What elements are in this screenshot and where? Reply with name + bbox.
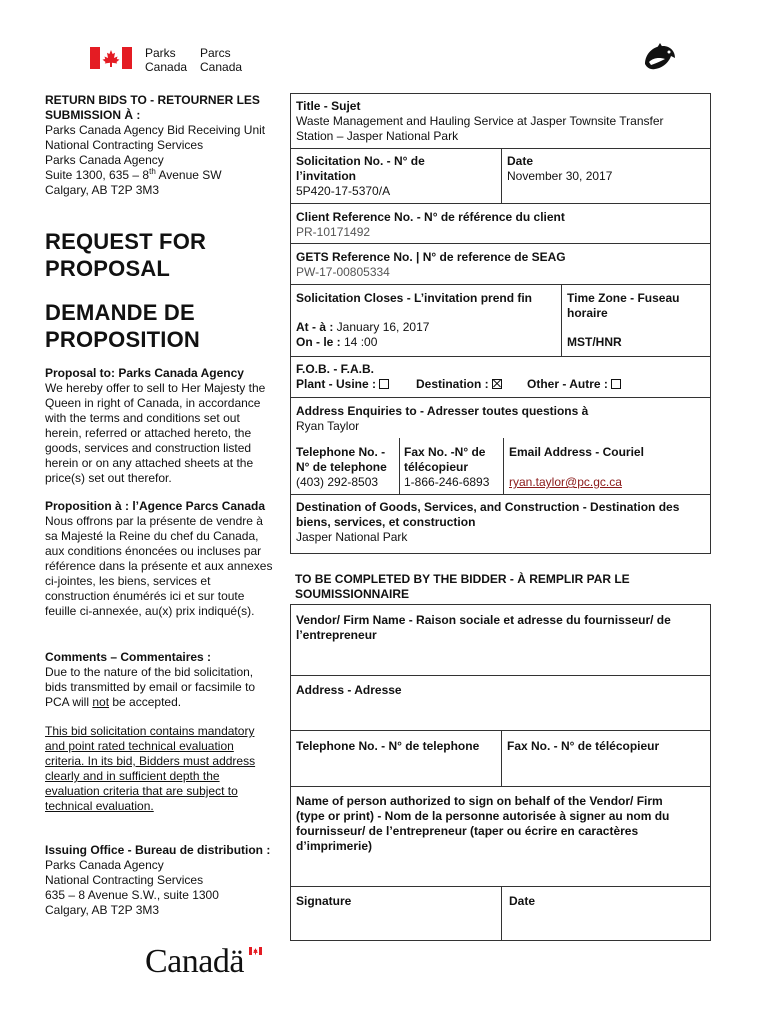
comments-block: Comments – Commentaires : Due to the nature of the bid solicitation, bids transmitted by email or facsimile to PCA will not be accepted. [45,650,256,709]
signature-field[interactable]: Signature [296,894,352,908]
wordmark-flag-icon [249,947,262,955]
telephone-field: Telephone No. - N° de telephone (403) 292-8503 [296,445,387,489]
bidder-info-box [290,604,711,941]
gets-reference-field: GETS Reference No. | N° de reference de SEAG PW-17-00805334 [296,250,566,279]
canada-wordmark: Canadä [145,943,244,980]
return-bids-block: RETURN BIDS TO - RETOURNER LES SUBMISSION À : Parks Canada Agency Bid Receiving Unit National Contracting Services Parks Canada Agency Suite 1300, 635 – 8th Avenue SW Calgary, AB T2P 3M3 [45,93,266,197]
fax-field: Fax No. -N° de télécopieur 1-866-246-6893 [404,445,490,489]
authorized-person-field[interactable]: Name of person authorized to sign on behalf of the Vendor/ Firm (type or print) - Nom de la personne autorisée à signer au nom du fournisseur/ de l’entrepreneur (taper ou écrire en caractères d’imprimerie) [296,794,670,853]
demande-de-proposition-title: DEMANDE DE PROPOSITION [45,300,200,352]
date-field: Date November 30, 2017 [507,154,613,183]
org-name-en: Parks Canada [145,46,188,74]
client-reference-field: Client Reference No. - N° de référence du client PR-10171492 [296,210,565,239]
fob-field: F.O.B. - F.A.B. Plant - Usine : Destination : Other - Autre : [296,362,706,392]
signature-date-field[interactable]: Date [509,894,536,908]
title-field: Title - Sujet Waste Management and Hauling Service at Jasper Townsite Transfer Station – Jasper National Park [296,99,664,143]
vendor-name-field[interactable]: Vendor/ Firm Name - Raison sociale et adresse du fournisseur/ de l’entrepreneur [296,613,671,642]
vendor-telephone-field[interactable]: Telephone No. - N° de telephone [296,739,480,753]
destination-option[interactable]: Destination : [416,377,502,392]
vendor-address-field[interactable]: Address - Adresse [296,683,402,697]
mandatory-criteria-note: This bid solicitation contains mandatory and point rated technical evaluation criteria. In its bid, Bidders must address clearly and in sufficient depth the evaluation criteria that are subject to technical evaluation. [45,724,256,813]
email-link[interactable]: ryan.taylor@pc.gc.ca [509,475,622,489]
request-for-proposal-title: REQUEST FOR PROPOSAL [45,229,207,281]
other-option[interactable]: Other - Autre : [527,377,621,392]
org-name-fr: Parcs Canada [200,46,243,74]
address-enquiries-field: Address Enquiries to - Adresser toutes questions à Ryan Taylor [296,404,589,433]
bidder-section-heading: TO BE COMPLETED BY THE BIDDER - À REMPLIR PAR LE SOUMISSIONNAIRE [295,572,630,601]
other-checkbox[interactable] [611,379,621,389]
solicitation-closes-field: Solicitation Closes - L’invitation prend fin At - à : January 16, 2017 On - le : 14 :00 [296,291,533,349]
vendor-fax-field[interactable]: Fax No. - N° de télécopieur [507,739,660,753]
plant-option[interactable]: Plant - Usine : [296,377,389,392]
canada-flag-icon [90,47,132,69]
plant-checkbox[interactable] [379,379,389,389]
time-zone-field: Time Zone - Fuseau horaire MST/HNR [567,291,680,349]
proposition-block: Proposition à : l’Agence Parcs Canada Nous offrons par la présente de vendre à sa Majesté la Reine du chef du Canada, aux conditions énoncées ou incluses par référence dans la présente et aux annexes ci-jointes, les biens, services et construction énumérés ici et sur toute feuille ci-annexée, au(x) prix indiqué(s). [45,499,273,618]
destination-of-goods-field: Destination of Goods, Services, and Construction - Destination des biens, services, et construction Jasper National Park [296,500,680,544]
proposal-to-block: Proposal to: Parks Canada Agency We hereby offer to sell to Her Majesty the Queen in right of Canada, in accordance with the terms and conditions set out herein, referred or attached hereto, the goods, services and construction listed herein or on any attached sheets at the price(s) set out therefor. [45,366,266,485]
solicitation-number-field: Solicitation No. - N° de l’invitation 5P420-17-5370/A [296,154,425,198]
solicitation-info-box [290,93,711,554]
email-field: Email Address - Couriel ryan.taylor@pc.gc.ca [509,445,644,489]
issuing-office-block: Issuing Office - Bureau de distribution : Parks Canada Agency National Contracting Services 635 – 8 Avenue S.W., suite 1300 Calgary, AB T2P 3M3 [45,843,271,917]
destination-checkbox[interactable] [492,379,502,389]
parks-canada-beaver-emblem-icon [641,42,679,74]
